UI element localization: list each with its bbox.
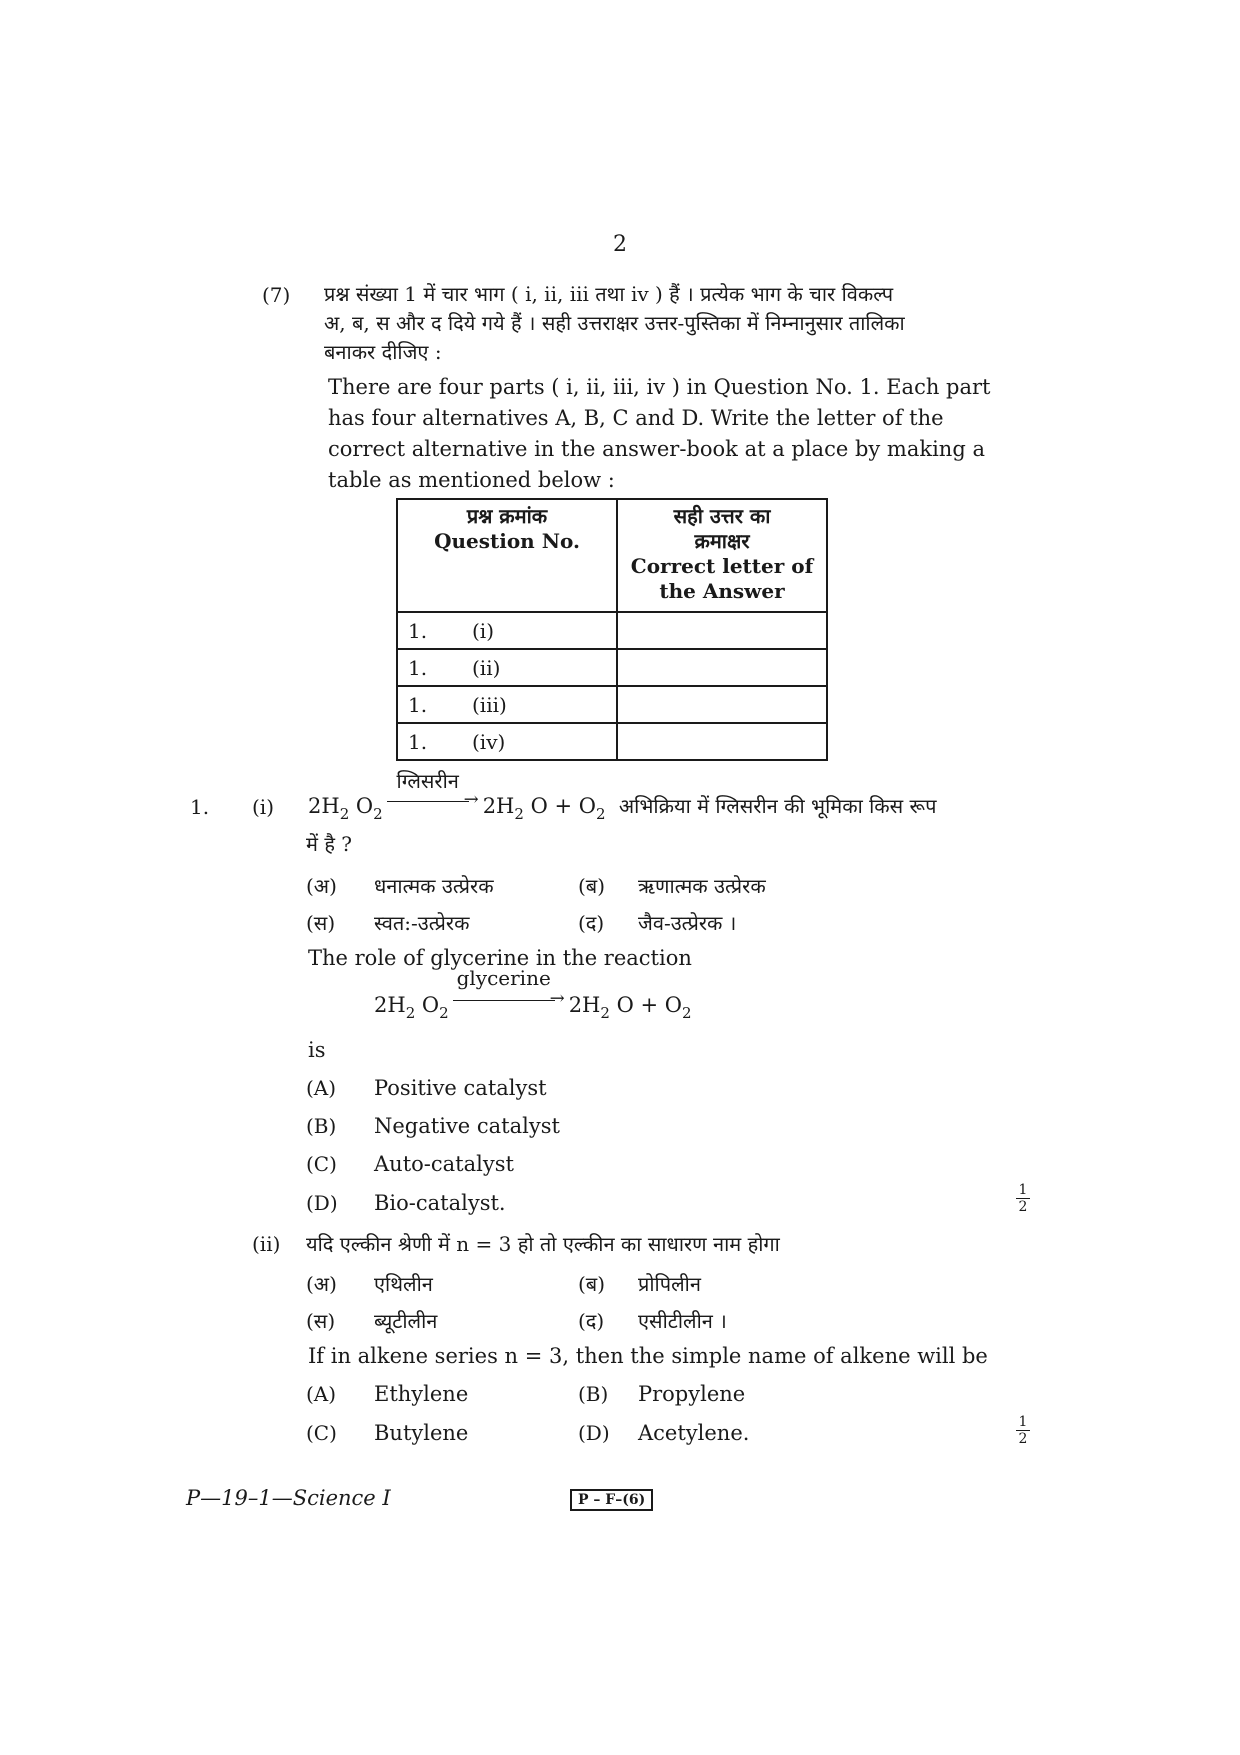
reaction-arrow [387, 769, 479, 813]
reaction-rhs: 2H [482, 794, 515, 818]
table-row [397, 649, 827, 686]
reaction-lhs-mid: O [355, 794, 374, 818]
option-label: (D) [306, 1191, 338, 1215]
table-row [397, 723, 827, 760]
option-label: (अ) [306, 874, 337, 898]
header-hindi: क्रमाक्षर [694, 529, 750, 553]
option-label: (स) [306, 911, 336, 935]
instruction-hindi-line: बनाकर दीजिए : [324, 340, 442, 364]
instruction-number: (7) [262, 283, 291, 307]
table-cell-answer [617, 723, 827, 760]
table-cell-question [397, 612, 617, 649]
row-q: 1. [408, 729, 428, 754]
table-header-correct-letter [617, 499, 827, 612]
row-q: 1. [408, 692, 428, 717]
instruction-hindi-line: अ, ब, स और द दिये गये हैं । सही उत्तराक्षर उत्तर-पुस्तिका में निम्नानुसार तालिका [324, 311, 905, 335]
row-q: 1. [408, 655, 428, 680]
part-label: (ii) [252, 1232, 281, 1256]
subscript: 2 [405, 1004, 416, 1022]
option-text: जैव-उत्प्रेरक । [638, 911, 737, 935]
subscript: 2 [339, 805, 350, 823]
option-label: (ब) [578, 1272, 606, 1296]
question-text-english: If in alkene series n = 3, then the simple name of alkene will be [308, 1344, 988, 1368]
answer-format-table [396, 498, 828, 761]
subscript: 2 [596, 805, 606, 823]
question-number: 1. [190, 795, 210, 819]
option-text: एथिलीन [374, 1272, 433, 1296]
question-text-english: The role of glycerine in the reaction [308, 946, 692, 970]
option-label: (द) [578, 911, 605, 935]
option-text: Bio-catalyst. [374, 1191, 506, 1215]
instruction-english-line: has four alternatives A, B, C and D. Write the letter of the [328, 406, 944, 430]
arrow-line [387, 801, 469, 802]
footer-paper-code: P—19–1—Science I [186, 1486, 391, 1510]
option-text: Negative catalyst [374, 1114, 560, 1138]
option-text: Propylene [638, 1382, 746, 1406]
arrow-line [453, 1000, 555, 1001]
option-text: ब्यूटीलीन [374, 1309, 438, 1333]
option-text: Ethylene [374, 1382, 469, 1406]
footer-set-code: P – F–(6) [570, 1489, 653, 1511]
instruction-english [328, 372, 1052, 496]
table-row [397, 612, 827, 649]
part-label: (i) [252, 795, 275, 819]
instruction-english-line: There are four parts ( i, ii, iii, iv ) in Question No. 1. Each part [328, 375, 991, 399]
marks-numerator: 1 [1018, 1414, 1028, 1430]
reaction-hindi [308, 769, 937, 823]
arrow-head-icon: → [549, 988, 565, 1009]
marks-denominator: 2 [1016, 1430, 1030, 1447]
catalyst-label: glycerine [456, 966, 551, 990]
option-label: (द) [578, 1309, 605, 1333]
row-part: (iv) [472, 729, 506, 754]
reaction-rhs-mid: O + O [616, 993, 682, 1017]
question-text-is: is [308, 1038, 326, 1062]
option-label: (C) [306, 1152, 337, 1176]
header-english: the Answer [659, 579, 785, 603]
arrow-head-icon: → [463, 789, 479, 810]
option-label: (A) [306, 1076, 337, 1100]
option-text: Acetylene. [638, 1421, 750, 1445]
row-part: (i) [472, 618, 495, 643]
table-cell-question [397, 723, 617, 760]
table-cell-question [397, 649, 617, 686]
header-hindi: सही उत्तर का [673, 504, 771, 528]
option-label: (अ) [306, 1272, 337, 1296]
page-number: 2 [613, 232, 627, 257]
row-part: (iii) [472, 692, 507, 717]
option-text: ऋणात्मक उत्प्रेरक [638, 874, 766, 898]
row-q: 1. [408, 618, 428, 643]
instruction-hindi [324, 280, 1052, 367]
option-text: Butylene [374, 1421, 469, 1445]
option-text: स्वत:-उत्प्रेरक [374, 911, 470, 935]
header-hindi: प्रश्न क्रमांक [466, 504, 548, 528]
table-cell-answer [617, 649, 827, 686]
option-text: Auto-catalyst [374, 1152, 514, 1176]
table-cell-question [397, 686, 617, 723]
reaction-english [374, 966, 692, 1022]
option-text: धनात्मक उत्प्रेरक [374, 874, 494, 898]
marks-numerator: 1 [1018, 1182, 1028, 1198]
option-label: (B) [306, 1114, 337, 1138]
option-text: एसीटीलीन । [638, 1309, 727, 1333]
option-label: (C) [306, 1421, 337, 1445]
option-text: प्रोपिलीन [638, 1272, 701, 1296]
question-text-hindi: अभिक्रिया में ग्लिसरीन की भूमिका किस रूप [618, 794, 937, 818]
instruction-english-line: correct alternative in the answer-book at a place by making a [328, 437, 985, 461]
subscript: 2 [682, 1004, 692, 1022]
table-cell-answer [617, 612, 827, 649]
marks-fraction [1016, 1414, 1030, 1447]
subscript: 2 [514, 805, 524, 823]
reaction-rhs: 2H [568, 993, 601, 1017]
subscript: 2 [600, 1004, 610, 1022]
option-label: (ब) [578, 874, 606, 898]
question-text-hindi: यदि एल्कीन श्रेणी में n = 3 हो तो एल्कीन का साधारण नाम होगा [306, 1232, 780, 1256]
row-part: (ii) [472, 655, 501, 680]
option-label: (स) [306, 1309, 336, 1333]
option-text: Positive catalyst [374, 1076, 547, 1100]
instruction-english-line: table as mentioned below : [328, 468, 615, 492]
question-text-hindi-line2: में है ? [306, 832, 353, 856]
subscript: 2 [439, 1004, 449, 1022]
table-cell-answer [617, 686, 827, 723]
catalyst-label: ग्लिसरीन [396, 769, 459, 793]
header-english: Correct letter of [630, 554, 814, 578]
marks-denominator: 2 [1016, 1198, 1030, 1215]
reaction-lhs: 2H [374, 993, 406, 1017]
table-row [397, 686, 827, 723]
reaction-arrow [453, 966, 565, 1012]
reaction-rhs-mid: O + O [530, 794, 596, 818]
marks-fraction [1016, 1182, 1030, 1215]
subscript: 2 [373, 805, 383, 823]
instruction-hindi-line: प्रश्न संख्या 1 में चार भाग ( i, ii, iii तथा iv ) हैं । प्रत्येक भाग के चार विकल्प [324, 282, 894, 306]
option-label: (A) [306, 1382, 337, 1406]
option-label: (B) [578, 1382, 609, 1406]
reaction-lhs-mid: O [421, 993, 440, 1017]
option-label: (D) [578, 1421, 610, 1445]
reaction-lhs: 2H [308, 794, 340, 818]
header-english: Question No. [434, 529, 580, 553]
table-header-question-no [397, 499, 617, 612]
